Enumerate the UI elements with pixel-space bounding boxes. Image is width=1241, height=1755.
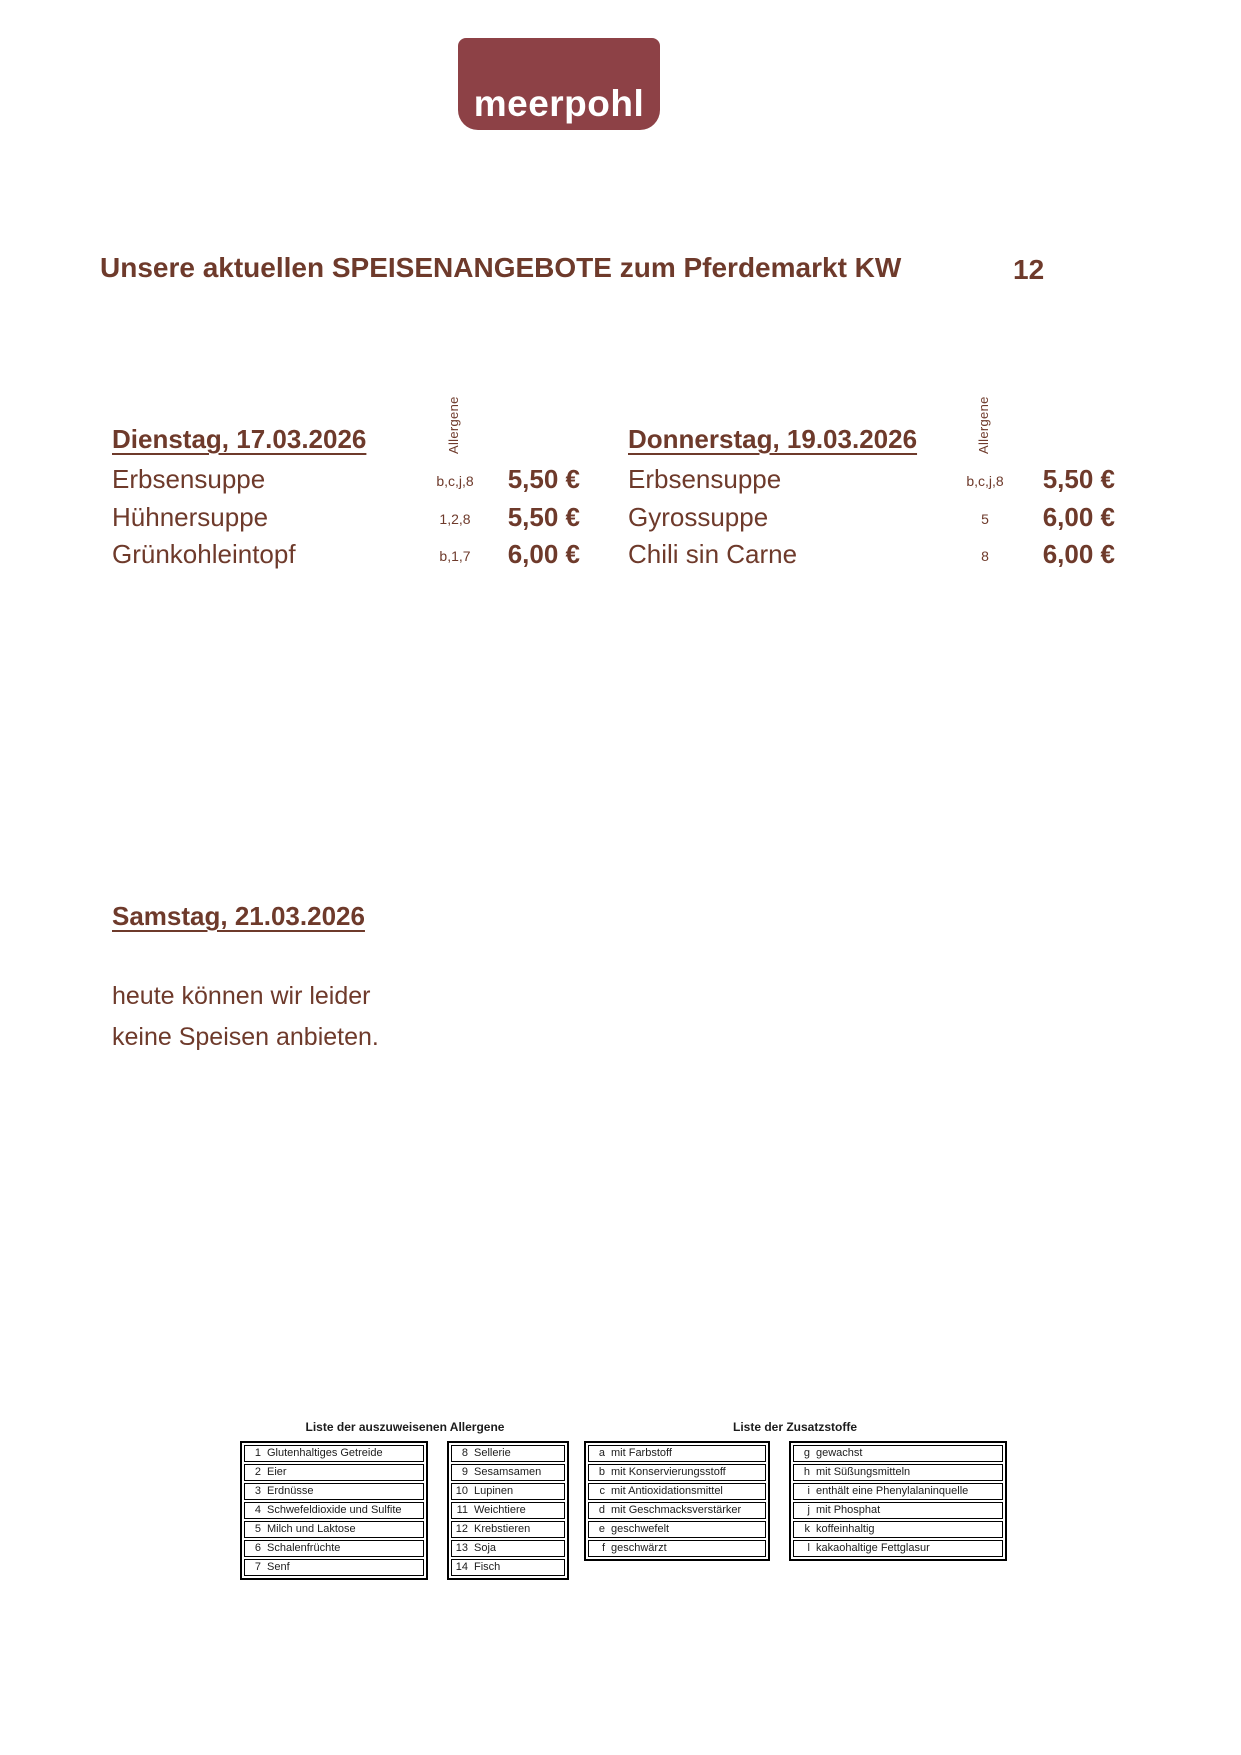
row-num: j (807, 1504, 810, 1516)
row-label: gewachst (816, 1447, 863, 1459)
row-num: b (598, 1466, 605, 1478)
table-row (244, 1559, 424, 1576)
table-row (451, 1483, 565, 1500)
row-label: Fisch (474, 1561, 501, 1573)
row-label: mit Süßungsmitteln (816, 1466, 911, 1478)
row-label: mit Phosphat (816, 1504, 881, 1516)
row-num: h (803, 1466, 810, 1478)
table-row (588, 1464, 766, 1481)
row-num: f (601, 1542, 605, 1554)
row-num: 12 (455, 1523, 468, 1535)
row-num: c (599, 1485, 605, 1497)
row-num: 5 (254, 1523, 261, 1535)
table-row (244, 1483, 424, 1500)
table-row (244, 1540, 424, 1557)
table-row (244, 1445, 424, 1462)
menu-item-price: 6,00 € (1042, 502, 1115, 532)
table-row (451, 1559, 565, 1576)
menu-item-allergens: b,1,7 (439, 548, 471, 564)
row-label: kakaohaltige Fettglasur (816, 1542, 930, 1554)
row-label: Glutenhaltiges Getreide (267, 1447, 383, 1459)
menu-item-price: 5,50 € (1042, 464, 1115, 494)
row-num: 4 (254, 1504, 261, 1516)
row-num: 14 (455, 1561, 468, 1573)
menu-item-price: 5,50 € (507, 464, 580, 494)
meerpohl-logo (458, 38, 660, 130)
additives-list-title: Liste der Zusatzstoffe (732, 1420, 858, 1434)
row-num: i (807, 1485, 810, 1497)
row-label: Soja (474, 1542, 497, 1554)
table-row (588, 1502, 766, 1519)
table-row (244, 1502, 424, 1519)
row-label: mit Konservierungsstoff (611, 1466, 726, 1478)
row-num: 13 (455, 1542, 468, 1554)
table-row (244, 1521, 424, 1538)
row-label: Senf (267, 1561, 290, 1573)
row-num: 2 (254, 1466, 261, 1478)
closed-day-note-line2: keine Speisen anbieten. (112, 1023, 379, 1051)
menu-item-name: Erbsensuppe (112, 464, 266, 494)
row-label: geschwärzt (611, 1542, 667, 1554)
day-heading-saturday: Samstag, 21.03.2026 (112, 901, 365, 931)
table-row (244, 1464, 424, 1481)
table-row (451, 1521, 565, 1538)
table-row (793, 1445, 1003, 1462)
row-label: Krebstieren (474, 1523, 531, 1535)
menu-item-allergens: 1,2,8 (439, 511, 471, 527)
row-num: g (803, 1447, 810, 1459)
allergen-column-label-right: Allergene (976, 396, 991, 454)
additives-table-1 (584, 1441, 770, 1561)
row-label: Sellerie (474, 1447, 511, 1459)
week-number: 12 (1013, 254, 1045, 285)
day-heading-thursday: Donnerstag, 19.03.2026 (628, 424, 918, 454)
menu-item-allergens: b,c,j,8 (966, 473, 1004, 489)
row-num: 1 (254, 1447, 261, 1459)
table-row (451, 1464, 565, 1481)
menu-item-name: Hühnersuppe (112, 502, 269, 532)
row-label: mit Antioxidationsmittel (611, 1485, 723, 1497)
row-label: Eier (267, 1466, 287, 1478)
row-label: Erdnüsse (267, 1485, 314, 1497)
table-row (793, 1521, 1003, 1538)
menu-item-name: Erbsensuppe (628, 464, 782, 494)
allergen-table-1 (240, 1441, 428, 1580)
closed-day-note-line1: heute können wir leider (112, 982, 371, 1010)
row-num: a (598, 1447, 605, 1459)
row-num: 7 (254, 1561, 261, 1573)
allergen-list-title: Liste der auszuweisenen Allergene (305, 1420, 505, 1434)
row-label: Schalenfrüchte (267, 1542, 341, 1554)
table-row (793, 1464, 1003, 1481)
row-num: 8 (461, 1447, 468, 1459)
row-label: Sesamsamen (474, 1466, 542, 1478)
row-num: 3 (254, 1485, 261, 1497)
page-title: Unsere aktuellen SPEISENANGEBOTE zum Pferdemarkt KW (100, 252, 902, 283)
allergen-table-2 (447, 1441, 569, 1580)
additives-table-2 (789, 1441, 1007, 1561)
row-label: mit Farbstoff (611, 1447, 672, 1459)
table-row (793, 1502, 1003, 1519)
row-label: Milch und Laktose (267, 1523, 356, 1535)
row-label: mit Geschmacksverstärker (611, 1504, 742, 1516)
table-row (588, 1483, 766, 1500)
menu-item-name: Chili sin Carne (628, 539, 798, 569)
menu-item-allergens: b,c,j,8 (436, 473, 474, 489)
menu-item-price: 6,00 € (507, 539, 580, 569)
day-heading-tuesday: Dienstag, 17.03.2026 (112, 424, 367, 454)
row-num: l (807, 1542, 810, 1554)
table-row (793, 1540, 1003, 1557)
table-row (451, 1502, 565, 1519)
row-label: koffeinhaltig (816, 1523, 875, 1535)
table-row (793, 1483, 1003, 1500)
row-label: Lupinen (474, 1485, 514, 1497)
row-num: 10 (455, 1485, 468, 1497)
row-label: enthält eine Phenylalaninquelle (816, 1485, 969, 1497)
table-row (451, 1540, 565, 1557)
row-label: Schwefeldioxide und Sulfite (267, 1504, 402, 1516)
table-row (451, 1445, 565, 1462)
row-num: 9 (461, 1466, 468, 1478)
allergen-column-label-left: Allergene (446, 396, 461, 454)
logo-text: meerpohl (473, 83, 645, 124)
menu-item-name: Gyrossuppe (628, 502, 769, 532)
row-num: d (598, 1504, 605, 1516)
menu-item-price: 6,00 € (1042, 539, 1115, 569)
row-label: Weichtiere (474, 1504, 526, 1516)
menu-item-name: Grünkohleintopf (112, 539, 296, 569)
row-num: e (598, 1523, 605, 1535)
menu-item-price: 5,50 € (507, 502, 580, 532)
closed-day-note (112, 976, 379, 1058)
menu-item-allergens: 8 (981, 548, 989, 564)
row-label: geschwefelt (611, 1523, 670, 1535)
menu-item-allergens: 5 (981, 511, 989, 527)
table-row (588, 1540, 766, 1557)
row-num: 6 (254, 1542, 261, 1554)
row-num: 11 (456, 1504, 468, 1516)
table-row (588, 1521, 766, 1538)
row-num: k (804, 1523, 810, 1535)
table-row (588, 1445, 766, 1462)
